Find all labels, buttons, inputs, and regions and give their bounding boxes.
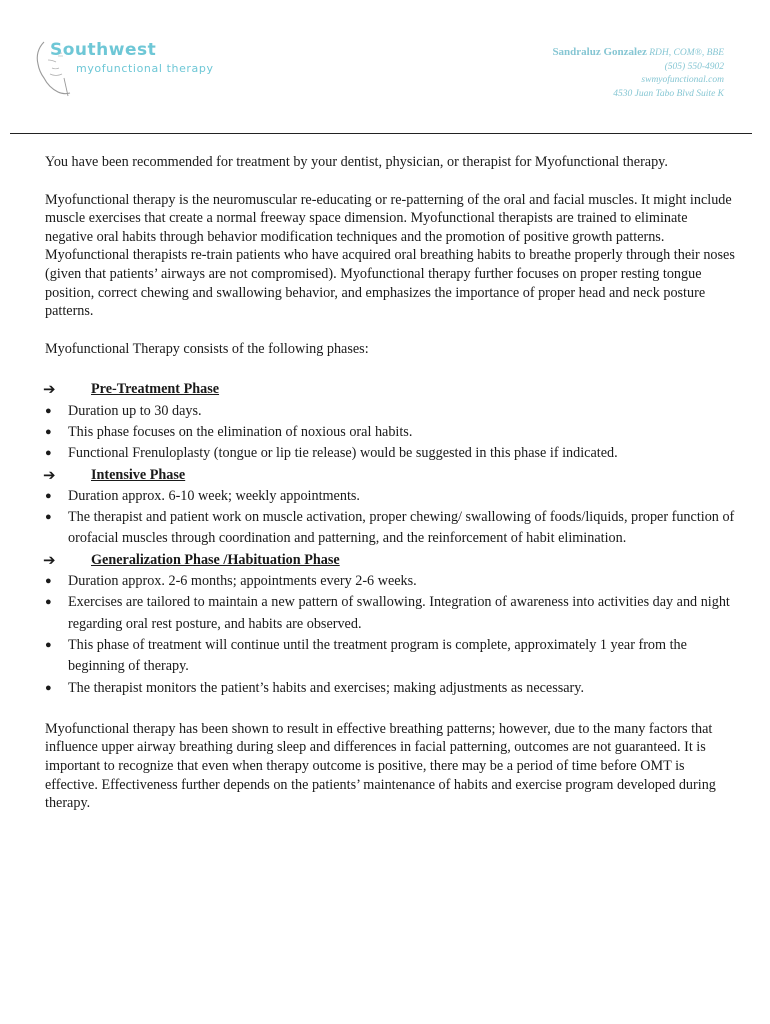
phase-title: Pre-Treatment Phase: [91, 381, 220, 398]
contact-block: [552, 46, 724, 101]
list-item: [45, 507, 735, 550]
list-item-text: This phase focuses on the elimination of noxious oral habits.: [68, 423, 413, 440]
bullet-icon: ●: [45, 425, 52, 438]
list-item-text: This phase of treatment will continue until the treatment program is complete, approximately 1 year from the beginning of therapy.: [68, 636, 687, 675]
contact-address: 4530 Juan Tabo Blvd Suite K: [613, 88, 724, 99]
logo-name: Southwest: [50, 40, 157, 60]
header-divider: [10, 133, 752, 134]
list-item-text: Exercises are tailored to maintain a new pattern of swallowing. Integration of awareness into activities day and night regarding oral rest posture, and habits are observed.: [68, 594, 730, 632]
contact-phone: (505) 550-4902: [664, 61, 724, 72]
list-item: [45, 422, 735, 443]
arrow-right-icon: ➔: [43, 550, 56, 569]
phases-intro: Myofunctional Therapy consists of the following phases:: [45, 340, 369, 357]
arrow-right-icon: ➔: [43, 380, 56, 399]
list-item: [45, 635, 735, 678]
list-item: [45, 401, 735, 422]
list-item-text: The therapist and patient work on muscle activation, proper chewing/ swallowing of foods/liquids, proper function of orofacial muscles through coordination and patterning, and the reinforcement of habit elimination.: [68, 509, 735, 547]
bullet-icon: ●: [45, 681, 52, 694]
bullet-icon: ●: [45, 596, 52, 609]
list-item-text: Functional Frenuloplasty (tongue or lip tie release) would be suggested in this phase if indicated.: [68, 445, 618, 462]
list-item-text: Duration approx. 6-10 week; weekly appointments.: [68, 487, 360, 504]
bullet-icon: ●: [45, 447, 52, 460]
closing-paragraph: Myofunctional therapy has been shown to result in effective breathing patterns; however, due to the many factors that influence upper airway breathing during sleep and differences in facial patterning, outcomes are not guaranteed. It is important to recognize that even when therapy outcome is positive, there may be a period of time before OMT is effective. Effectiveness further depends on the patients’ maintenance of habits and exercise program developed during therapy.: [45, 720, 716, 812]
list-item-text: Duration up to 30 days.: [68, 402, 202, 419]
list-item: [45, 486, 735, 507]
logo-subtitle: myofunctional therapy: [76, 62, 214, 75]
list-item: [45, 678, 735, 699]
intro-paragraph: You have been recommended for treatment by your dentist, physician, or therapist for Myofunctional therapy.: [45, 154, 668, 170]
bullet-icon: ●: [45, 404, 52, 417]
document-body: [45, 153, 735, 813]
bullet-icon: ●: [45, 638, 52, 651]
list-item: [45, 592, 735, 635]
phase-heading: [45, 550, 735, 571]
bullet-icon: ●: [45, 575, 52, 588]
phases-list: [45, 379, 735, 698]
list-item-text: The therapist monitors the patient’s habits and exercises; making adjustments as necessary.: [68, 679, 584, 696]
list-item-text: Duration approx. 2-6 months; appointments every 2-6 weeks.: [68, 573, 417, 590]
phase-title: Generalization Phase /Habituation Phase: [91, 551, 340, 568]
list-item: [45, 571, 735, 592]
phase-heading: [45, 465, 735, 486]
list-item: [45, 443, 735, 464]
bullet-icon: ●: [45, 489, 52, 502]
southwest-logo: [32, 38, 222, 100]
arrow-right-icon: ➔: [43, 465, 56, 484]
contact-website[interactable]: swmyofunctional.com: [641, 75, 724, 85]
contact-credentials: RDH, COM®, BBE: [649, 48, 724, 58]
phase-heading: [45, 379, 735, 400]
bullet-icon: ●: [45, 511, 52, 524]
description-paragraph: Myofunctional therapy is the neuromuscular re-educating or re-patterning of the oral and facial muscles. It might include muscle exercises that create a normal freeway space dimension. Myofunctional therapists are trained to eliminate negative oral habits through behavior modification techniques and the promotion of positive growth patterns. Myofunctional therapists re-train patients who have acquired oral breathing habits to breathe properly through their noses (given that patients’ airways are not compromised). Myofunctional therapy further focuses on proper resting tongue position, correct chewing and swallowing behavior, and emphasizes the importance of proper head and neck posture patterns.: [45, 191, 735, 320]
contact-name: Sandraluz Gonzalez: [552, 46, 647, 58]
contact-name-line: [552, 46, 724, 61]
phase-title: Intensive Phase: [91, 466, 186, 483]
